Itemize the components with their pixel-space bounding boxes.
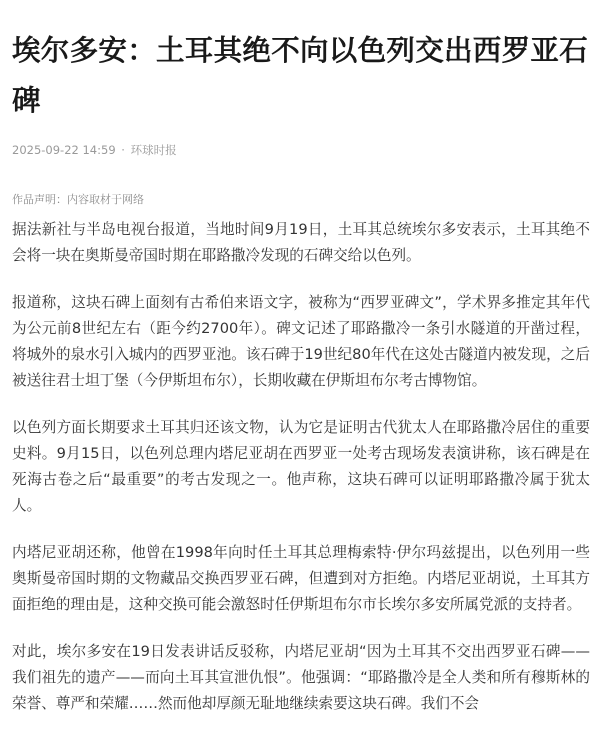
paragraph: 据法新社与半岛电视台报道，当地时间9月19日，土耳其总统埃尔多安表示，土耳其绝不会将一块在奥斯曼帝国时期在耶路撒冷发现的石碑交给以色列。 xyxy=(12,221,590,264)
article xyxy=(12,0,590,738)
publish-date: 2025-09-22 14:59 xyxy=(12,143,116,157)
meta-separator: · xyxy=(121,143,125,157)
paragraph: 对此，埃尔多安在19日发表讲话反驳称，内塔尼亚胡“因为土耳其不交出西罗亚石碑——我们祖先的遗产——而向土耳其宣泄仇恨”。他强调：“耶路撒冷是全人类和所有穆斯林的荣誉、尊严和荣耀……然而他却厚颜无耻地继续索要这块石碑。我们不会 xyxy=(12,643,590,712)
content-declaration: 作品声明：内容取材于网络 xyxy=(12,193,144,206)
paragraph: 报道称，这块石碑上面刻有古希伯来语文字，被称为“西罗亚碑文”，学术界多推定其年代为公元前8世纪左右（距今约2700年）。碑文记述了耶路撒冷一条引水隧道的开凿过程，将城外的泉水引入城内的西罗亚池。该石碑于19世纪80年代在这处古隧道内被发现，之后被送往君士坦丁堡（今伊斯坦布尔），长期收藏在伊斯坦布尔考古博物馆。 xyxy=(12,294,590,389)
article-body xyxy=(12,217,590,717)
article-meta xyxy=(12,142,590,158)
paragraph: 以色列方面长期要求土耳其归还该文物，认为它是证明古代犹太人在耶路撒冷居住的重要史料。9月15日，以色列总理内塔尼亚胡在西罗亚一处考古现场发表演讲称，该石碑是在死海古卷之后“最重要”的考古发现之一。他声称，这块石碑可以证明耶路撒冷属于犹太人。 xyxy=(12,419,590,514)
article-source[interactable]: 环球时报 xyxy=(130,143,177,157)
paragraph: 内塔尼亚胡还称，他曾在1998年向时任土耳其总理梅索特·伊尔玛兹提出，以色列用一些奥斯曼帝国时期的文物藏品交换西罗亚石碑，但遭到对方拒绝。内塔尼亚胡说，土耳其方面拒绝的理由是，这种交换可能会激怒时任伊斯坦布尔市长埃尔多安所属党派的支持者。 xyxy=(12,544,590,613)
article-title: 埃尔多安：土耳其绝不向以色列交出西罗亚石碑 xyxy=(12,34,589,117)
